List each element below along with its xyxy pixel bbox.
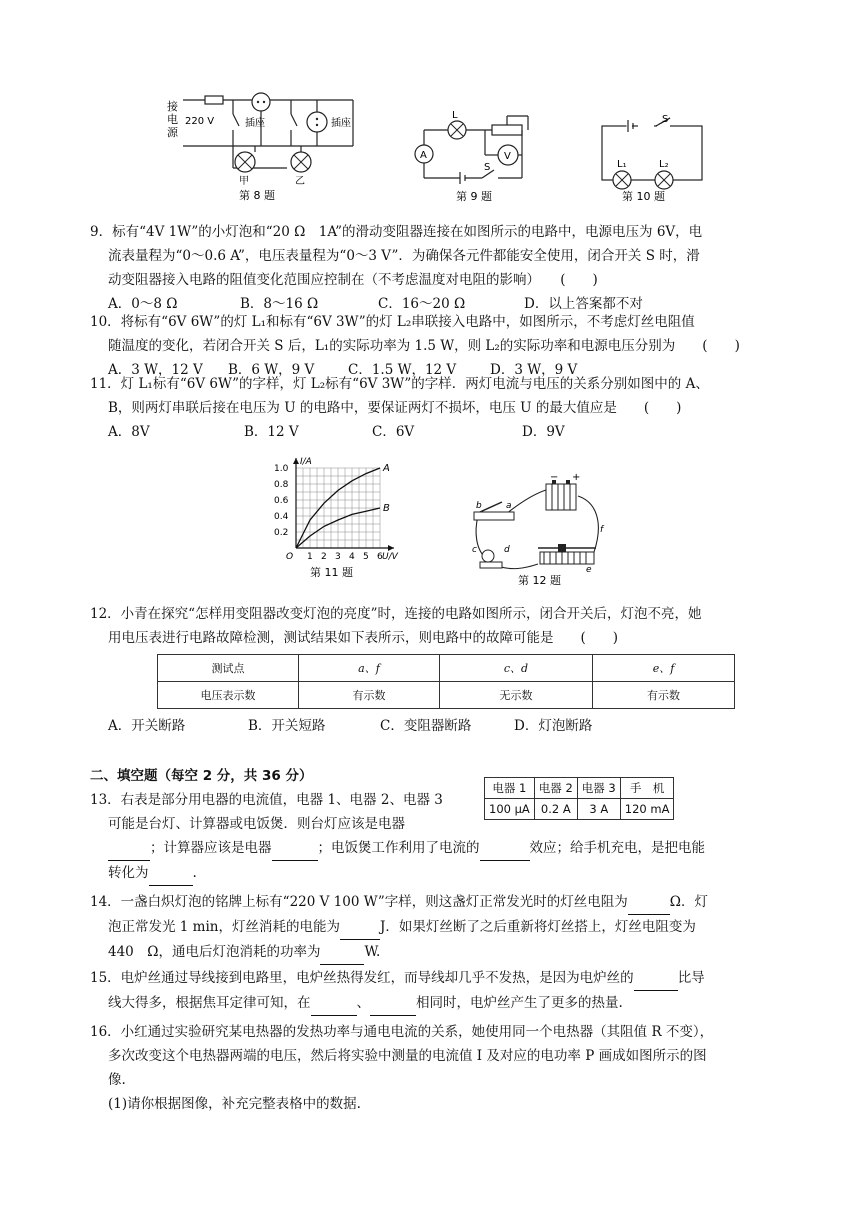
q10-line2: 随温度的变化，若闭合开关 S 后，L₁的实际功率为 1.5 W，则 L₂的实际功率和电源电压分别为 ( ) (108, 338, 740, 354)
q12-option-c[interactable]: C．变阻器断路 (380, 718, 472, 734)
table-cell: c、d (440, 655, 593, 682)
q10-option-d[interactable]: D．3 W，9 V (490, 362, 578, 378)
table-cell: 测试点 (158, 655, 299, 682)
q12-option-d[interactable]: D．灯泡断路 (514, 718, 593, 734)
q9-line1: 9．标有“4V 1W”的小灯泡和“20 Ω 1A”的滑动变阻器连接在如图所示的电路中，电源电压为 6V，电 (90, 224, 703, 240)
fig9-switch-label: S (484, 162, 491, 173)
question-9 (90, 220, 790, 316)
rheostat-icon (538, 544, 596, 564)
fig11-caption: 第 11 题 (310, 566, 353, 579)
fig8-lamp2-label: 乙 (295, 176, 305, 187)
table-cell: e、f (593, 655, 735, 682)
q9-option-d[interactable]: D．以上答案都不对 (524, 296, 643, 312)
q12-line1: 12．小青在探究“怎样用变阻器改变灯泡的亮度”时，连接的电路如图所示，闭合开关后，灯泡不亮，她 (90, 606, 702, 622)
fig12-label-d: d (504, 545, 510, 555)
q9-line3: 动变阻器接入电路的阻值变化范围应控制在（不考虑温度对电阻的影响） ( ) (108, 272, 598, 288)
table-cell: 3 A (577, 799, 620, 820)
question-15: 15．电炉丝通过导线接到电路里，电炉丝热得发红，而导线却几乎不发热，是因为电炉丝的 比导 线大得多，根据焦耳定律可知，在 、 相同时，电炉丝产生了更多的热量. (90, 966, 810, 1016)
fig8-side-label: 接 (167, 100, 178, 113)
q12-options (108, 714, 592, 738)
q9-line2: 流表量程为“0～0.6 A”，电压表量程为“0～3 V”．为确保各元件都能安全使用，闭合开关 S 时，滑 (108, 248, 700, 264)
question-14: 14．一盏白炽灯泡的铭牌上标有“220 V 100 W”字样，则这盏灯正常发光时的灯丝电阻为 Ω．灯 泡正常发光 1 min，灯丝消耗的电能为 J．如果灯丝断了之后重新将灯丝搭上，灯丝电阻变为 440 Ω，通电后灯泡消耗的功率为 W. (90, 890, 810, 965)
fig9-ammeter-icon (415, 145, 433, 163)
fig10-lamp1-icon (613, 171, 631, 189)
fig10-lamp2-icon (655, 171, 673, 189)
table-cell: 电压表示数 (158, 682, 299, 709)
q11-line2: B，则两灯串联后接在电压为 U 的电路中，要保证两灯不损坏，电压 U 的最大值应是 ( ) (108, 400, 682, 416)
bulb-icon (480, 550, 502, 568)
table-cell: 120 mA (620, 799, 674, 820)
question-11 (90, 372, 790, 444)
y-tick-label: 0.6 (274, 496, 289, 506)
q10-option-a[interactable]: A．3 W，12 V (108, 362, 203, 378)
q11-line1: 11．灯 L₁标有“6V 6W”的字样，灯 L₂标有“6V 3W”的字样．两灯电流与电压的关系分别如图中的 A、 (90, 376, 709, 392)
svg-text:A: A (420, 150, 427, 161)
table-row (158, 655, 735, 682)
q9-option-b[interactable]: B．8～16 Ω (240, 296, 319, 312)
svg-text:V: V (504, 151, 511, 162)
x-axis-arrow (388, 545, 394, 551)
q13-blank-3[interactable] (480, 836, 530, 861)
fig12-plus: + (572, 472, 581, 483)
svg-text:源: 源 (167, 126, 178, 139)
fig12-label-e: e (586, 565, 592, 575)
q13-line1: 13．右表是部分用电器的电流值，电器 1、电器 2、电器 3 (90, 792, 443, 808)
fig10-lamp1-label: L₁ (617, 159, 627, 170)
table-cell: 无示数 (440, 682, 593, 709)
fig10-switch-label: S (662, 114, 669, 125)
q13-blank-1[interactable] (108, 836, 150, 861)
q12-test-table (157, 654, 735, 709)
table-row (158, 682, 735, 709)
q14-blank-2[interactable] (340, 915, 380, 940)
table-cell: 手 机 (620, 778, 674, 799)
y-tick-label: 0.4 (274, 512, 289, 522)
q13-line2: 可能是台灯、计算器或电饭煲．则台灯应该是电器 (108, 816, 405, 832)
figure-12-circuit (466, 472, 626, 588)
x-tick-label: 1 (307, 552, 313, 562)
y-axis-label: I/A (300, 457, 312, 467)
q14-blank-3[interactable] (320, 940, 364, 965)
question-13: 13．右表是部分用电器的电流值，电器 1、电器 2、电器 3 可能是台灯、计算器或电饭煲．则台灯应该是电器 ；计算器应该是电器 ；电饭煲工作利用了电流的 效应；给手机充电，是把电能 转化为 . (90, 788, 790, 886)
q11-option-c[interactable]: C．6V (372, 424, 415, 440)
table-cell: 0.2 A (534, 799, 577, 820)
question-16: 16．小红通过实验研究某电热器的发热功率与通电电流的关系，她使用同一个电热器（其阻值 R 不变）， 多次改变这个电热器两端的电压，然后将实验中测量的电流值 I 及对应的电功率 P 画成如图所示的图 像. (1)请你根据图像，补充完整表格中的数据. (90, 1024, 714, 1112)
q15-blank-2[interactable] (311, 991, 357, 1016)
table-cell: a、f (299, 655, 440, 682)
fig8-socket1-label: 插座 (245, 118, 265, 129)
table-row (485, 799, 674, 820)
q10-line1: 10．将标有“6V 6W”的灯 L₁和标有“6V 3W”的灯 L₂串联接入电路中，如图所示，不考虑灯丝电阻值 (90, 314, 695, 330)
figure-9-circuit (410, 108, 560, 206)
q12-line2: 用电压表进行电路故障检测，测试结果如下表所示，则电路中的故障可能是 ( ) (108, 630, 619, 646)
table-cell: 100 μA (485, 799, 535, 820)
origin-label: O (286, 552, 294, 562)
table-cell: 电器 1 (485, 778, 535, 799)
x-tick-label: 5 (363, 552, 369, 562)
fig8-caption: 第 8 题 (239, 189, 275, 202)
q13-device-table (484, 777, 674, 820)
fig9-caption: 第 9 题 (456, 190, 492, 203)
q15-blank-3[interactable] (370, 991, 416, 1016)
q13-blank-2[interactable] (272, 836, 318, 861)
x-tick-label: 4 (349, 552, 355, 562)
table-cell: 电器 3 (577, 778, 620, 799)
fig9-lamp-label: L (452, 110, 458, 121)
y-tick-label: 0.8 (274, 480, 289, 490)
q12-option-a[interactable]: A．开关断路 (108, 718, 186, 734)
lamp-jia-icon (235, 152, 255, 172)
fig9-voltmeter-icon (498, 145, 518, 165)
q14-blank-1[interactable] (628, 890, 670, 915)
y-axis-arrow (293, 458, 299, 464)
q10-option-c[interactable]: C．1.5 W，12 V (348, 362, 457, 378)
series-label-A: A (383, 463, 390, 474)
y-tick-label: 1.0 (274, 464, 289, 474)
series-label-B: B (383, 503, 390, 514)
x-axis-label: U/V (382, 552, 398, 562)
q11-option-b[interactable]: B．12 V (244, 424, 299, 440)
fig12-label-b: b (476, 501, 482, 511)
q9-option-a[interactable]: A．0～8 Ω (108, 296, 178, 312)
table-cell: 有示数 (299, 682, 440, 709)
q9-option-c[interactable]: C．16～20 Ω (378, 296, 466, 312)
lamp-yi-icon (291, 152, 311, 172)
figure-8-circuit (165, 88, 375, 206)
table-cell: 有示数 (593, 682, 735, 709)
fig10-lamp2-label: L₂ (659, 159, 669, 170)
q10-option-b[interactable]: B．6 W，9 V (228, 362, 315, 378)
fig12-label-a: a (506, 501, 512, 511)
fig12-caption: 第 12 题 (518, 574, 561, 587)
battery-pack-icon (546, 480, 576, 510)
x-tick-label: 2 (321, 552, 327, 562)
q12-option-b[interactable]: B．开关短路 (248, 718, 326, 734)
y-tick-label: 0.2 (274, 528, 289, 538)
fig12-label-f: f (600, 525, 604, 535)
table-row (485, 778, 674, 799)
fig8-lamp1-label: 甲 (239, 176, 249, 187)
x-tick-label: 3 (335, 552, 341, 562)
fig8-voltage: 220 V (185, 116, 215, 127)
section-title: 二、填空题（每空 2 分，共 36 分） (90, 768, 313, 784)
svg-text:电: 电 (167, 113, 178, 126)
figure-10-circuit (592, 112, 712, 206)
fig8-socket2-label: 插座 (331, 118, 351, 129)
fig9-lamp-icon (448, 121, 466, 139)
q11-option-d[interactable]: D．9V (522, 424, 565, 440)
q15-blank-1[interactable] (634, 966, 678, 991)
q13-blank-4[interactable] (149, 861, 193, 886)
fig12-minus: − (550, 472, 559, 483)
q11-option-a[interactable]: A．8V (108, 424, 150, 440)
figure-11-chart (268, 452, 428, 590)
table-cell: 电器 2 (534, 778, 577, 799)
fig12-label-c: c (472, 545, 477, 555)
x-tick-label: 6 (377, 552, 383, 562)
question-12 (90, 602, 790, 650)
fig10-caption: 第 10 题 (622, 190, 665, 203)
